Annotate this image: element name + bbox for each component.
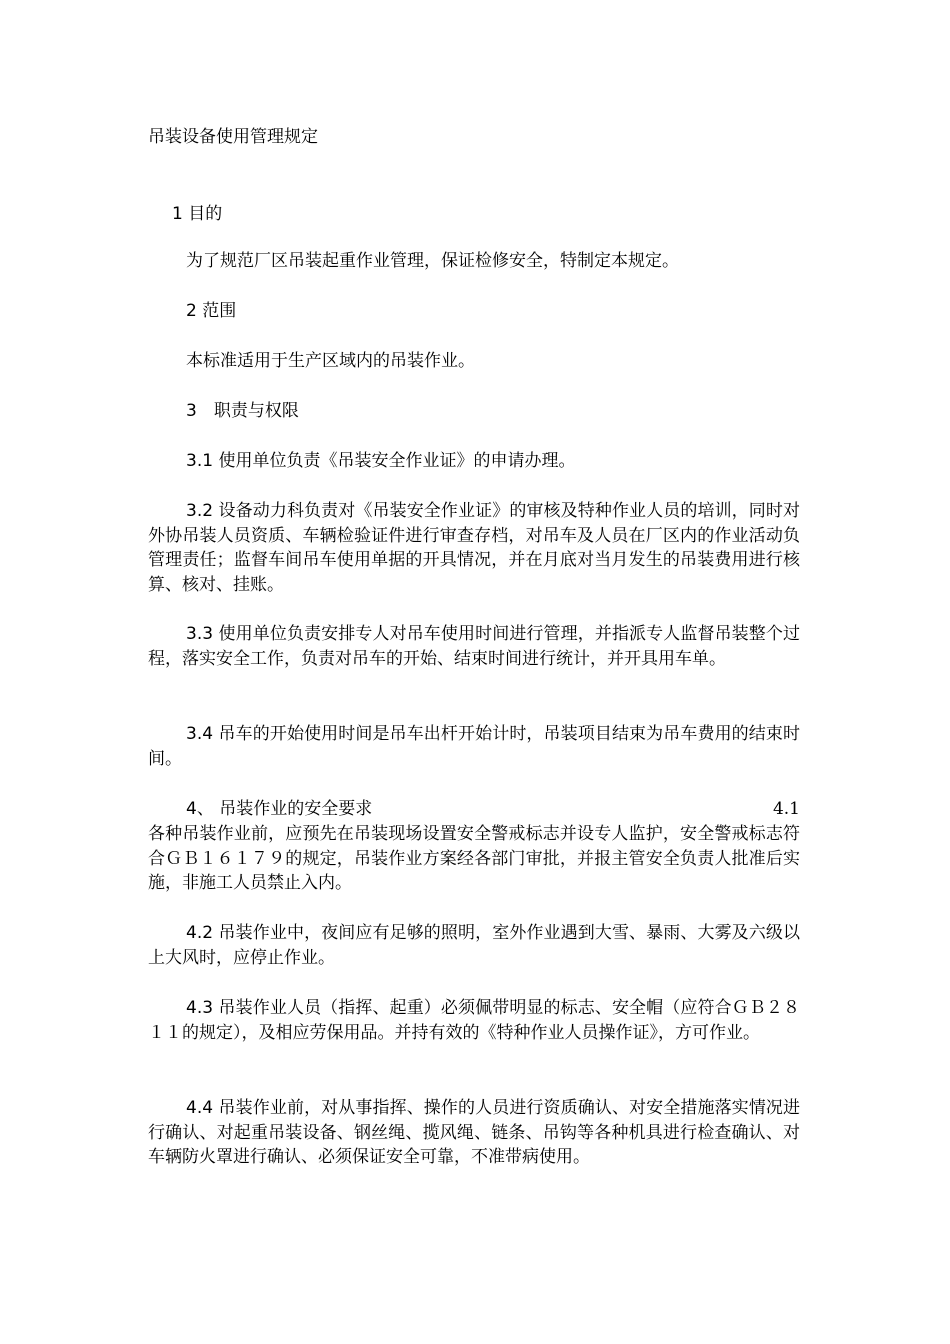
document-title: 吊装设备使用管理规定 <box>148 127 318 147</box>
section-4-1-number: 4.1 <box>772 799 800 819</box>
section-4-heading: 4、 吊装作业的安全要求 <box>186 799 373 819</box>
section-1-heading: 1 目的 <box>172 204 223 224</box>
section-2-text: 本标准适用于生产区域内的吊装作业。 <box>186 351 475 371</box>
section-4-4-text: 4.4 吊装作业前，对从事指挥、操作的人员进行资质确认、对安全措施落实情况进行确认、对起重吊装设备、钢丝绳、揽风绳、链条、吊钩等各种机具进行检查确认、对车辆防火罩进行确认、必须保证安全可靠，不准带病使用。 <box>148 1098 800 1167</box>
section-4-2-text: 4.2 吊装作业中，夜间应有足够的照明，室外作业遇到大雪、暴雨、大雾及六级以上大风时，应停止作业。 <box>148 923 800 968</box>
section-3-4-text: 3.4 吊车的开始使用时间是吊车出杆开始计时，吊装项目结束为吊车费用的结束时间。 <box>148 724 800 769</box>
section-4-1-text: 各种吊装作业前，应预先在吊装现场设置安全警戒标志并设专人监护，安全警戒标志符合ＧＢ１６１７９的规定，吊装作业方案经各部门审批，并报主管安全负责人批准后实施，非施工人员禁止入内。 <box>148 824 800 893</box>
section-4-3-text: 4.3 吊装作业人员（指挥、起重）必须佩带明显的标志、安全帽（应符合ＧＢ２８１１的规定），及相应劳保用品。并持有效的《特种作业人员操作证》，方可作业。 <box>148 998 800 1043</box>
section-2-heading: 2 范围 <box>186 301 237 321</box>
section-4-heading-row <box>148 797 800 822</box>
section-3-heading: 3 职责与权限 <box>186 401 299 421</box>
section-1-text: 为了规范厂区吊装起重作业管理，保证检修安全，特制定本规定。 <box>186 251 679 271</box>
section-3-3-text: 3.3 使用单位负责安排专人对吊车使用时间进行管理，并指派专人监督吊装整个过程，落实安全工作，负责对吊车的开始、结束时间进行统计，并开具用车单。 <box>148 624 800 669</box>
section-3-2-text: 3.2 设备动力科负责对《吊装安全作业证》的审核及特种作业人员的培训，同时对外协吊装人员资质、车辆检验证件进行审查存档，对吊车及人员在厂区内的作业活动负管理责任；监督车间吊车使用单据的开具情况，并在月底对当月发生的吊装费用进行核算、核对、挂账。 <box>148 501 800 595</box>
section-3-1-text: 3.1 使用单位负责《吊装安全作业证》的申请办理。 <box>186 451 576 471</box>
